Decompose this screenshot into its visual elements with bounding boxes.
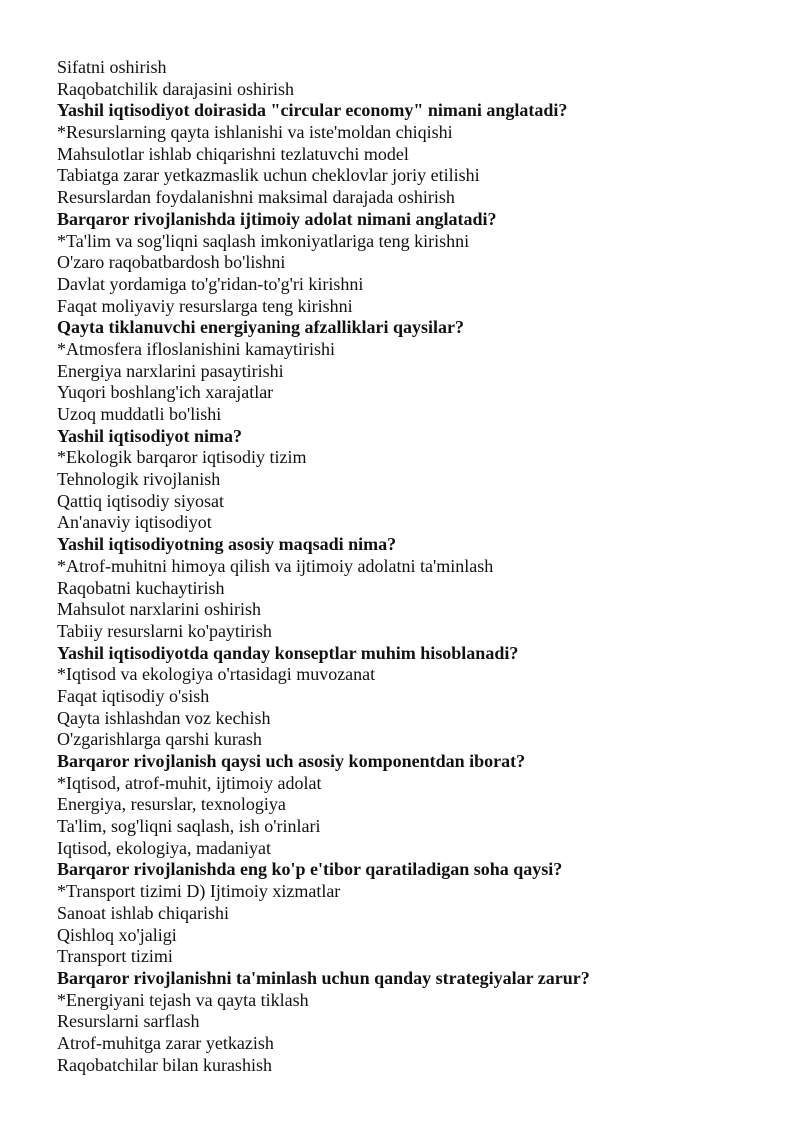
answer-option-correct: *Transport tizimi D) Ijtimoiy xizmatlar: [57, 881, 341, 902]
answer-option: Mahsulot narxlarini oshirish: [57, 599, 261, 620]
answer-option: Uzoq muddatli bo'lishi: [57, 404, 222, 424]
answer-option: Qayta ishlashdan voz kechish: [57, 707, 271, 728]
question-heading: Yashil iqtisodiyot nima?: [57, 425, 243, 446]
answer-option: Transport tizimi: [57, 946, 173, 967]
answer-option: O'zgarishlarga qarshi kurash: [57, 729, 262, 750]
answer-option-correct: *Atrof-muhitni himoya qilish va ijtimoiy adolatni ta'minlash: [57, 555, 494, 576]
answer-option: Tehnologik rivojlanish: [57, 469, 221, 490]
leading-option: Sifatni oshirish: [57, 57, 167, 77]
question-heading: Barqaror rivojlanishda ijtimoiy adolat nimani anglatadi?: [57, 208, 497, 229]
answer-option: O'zaro raqobatbardosh bo'lishni: [57, 252, 286, 273]
answer-option: Energiya narxlarini pasaytirishi: [57, 360, 284, 381]
answer-option-correct: *Ekologik barqaror iqtisodiy tizim: [57, 447, 307, 468]
answer-option: Qishloq xo'jaligi: [57, 924, 177, 945]
answer-option-correct: *Iqtisod, atrof-muhit, ijtimoiy adolat: [57, 772, 322, 793]
answer-option: Iqtisod, ekologiya, madaniyat: [57, 837, 271, 858]
answer-option: Davlat yordamiga to'g'ridan-to'g'ri kirishni: [57, 273, 364, 294]
answer-option: Qattiq iqtisodiy siyosat: [57, 490, 225, 511]
answer-option: Faqat iqtisodiy o'sish: [57, 685, 210, 706]
question-heading: Yashil iqtisodiyot doirasida "circular economy" nimani anglatadi?: [57, 100, 568, 121]
answer-option: An'anaviy iqtisodiyot: [57, 512, 212, 533]
question-heading: Yashil iqtisodiyotda qanday konseptlar muhim hisoblanadi?: [57, 642, 519, 663]
answer-option: Yuqori boshlang'ich xarajatlar: [57, 382, 274, 403]
answer-option-correct: *Ta'lim va sog'liqni saqlash imkoniyatlariga teng kirishni: [57, 230, 470, 251]
answer-option-correct: *Energiyani tejash va qayta tiklash: [57, 989, 309, 1010]
answer-option: Mahsulotlar ishlab chiqarishni tezlatuvchi model: [57, 143, 409, 164]
answer-option-correct: *Atmosfera ifloslanishini kamaytirishi: [57, 338, 335, 359]
question-heading: Yashil iqtisodiyotning asosiy maqsadi nima?: [57, 534, 397, 555]
answer-option: Raqobatni kuchaytirish: [57, 577, 225, 598]
question-heading: Barqaror rivojlanish qaysi uch asosiy komponentdan iborat?: [57, 751, 526, 771]
answer-option: Raqobatchilar bilan kurashish: [57, 1054, 272, 1075]
question-heading: Barqaror rivojlanishni ta'minlash uchun qanday strategiyalar zarur?: [57, 967, 590, 988]
answer-option: Resurslarni sarflash: [57, 1011, 200, 1032]
answer-option-correct: *Iqtisod va ekologiya o'rtasidagi muvozanat: [57, 664, 376, 685]
answer-option: Resurslardan foydalanishni maksimal darajada oshirish: [57, 187, 455, 208]
answer-option: Atrof-muhitga zarar yetkazish: [57, 1032, 274, 1053]
leading-option: Raqobatchilik darajasini oshirish: [57, 78, 294, 99]
answer-option: Tabiatga zarar yetkazmaslik uchun cheklovlar joriy etilishi: [57, 165, 480, 186]
answer-option: Tabiiy resurslarni ko'paytirish: [57, 620, 272, 641]
question-heading: Barqaror rivojlanishda eng ko'p e'tibor qaratiladigan soha qaysi?: [57, 859, 563, 880]
document-page: [57, 57, 757, 1076]
answer-option: Faqat moliyaviy resurslarga teng kirishni: [57, 295, 353, 316]
answer-option: Energiya, resurslar, texnologiya: [57, 794, 286, 815]
answer-option-correct: *Resurslarning qayta ishlanishi va iste'moldan chiqishi: [57, 122, 453, 143]
question-heading: Qayta tiklanuvchi energiyaning afzalliklari qaysilar?: [57, 317, 465, 338]
answer-option: Ta'lim, sog'liqni saqlash, ish o'rinlari: [57, 816, 321, 837]
answer-option: Sanoat ishlab chiqarishi: [57, 902, 229, 923]
